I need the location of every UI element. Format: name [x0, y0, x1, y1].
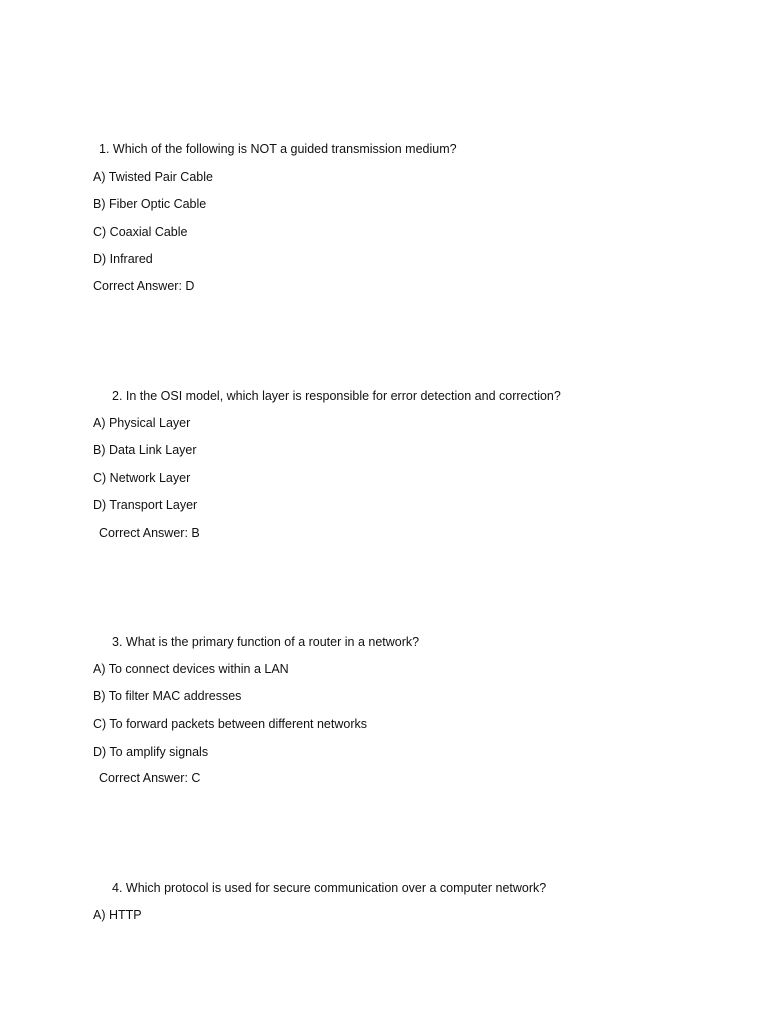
question-3-option-b: B) To filter MAC addresses [93, 689, 242, 703]
question-1-option-b: B) Fiber Optic Cable [93, 197, 207, 211]
question-3-prompt: 3. What is the primary function of a router in a network? [112, 635, 420, 649]
question-2-answer: Correct Answer: B [99, 526, 200, 540]
question-2-option-d: D) Transport Layer [93, 498, 198, 512]
question-2-option-b: B) Data Link Layer [93, 443, 197, 457]
question-1-option-a: A) Twisted Pair Cable [93, 170, 213, 184]
question-1-prompt: 1. Which of the following is NOT a guided transmission medium? [99, 142, 457, 156]
question-2-option-c: C) Network Layer [93, 471, 191, 485]
question-3-answer: Correct Answer: C [99, 771, 201, 785]
question-1-option-d: D) Infrared [93, 252, 153, 266]
question-2-prompt: 2. In the OSI model, which layer is responsible for error detection and correction? [112, 389, 561, 403]
question-3-option-a: A) To connect devices within a LAN [93, 662, 289, 676]
question-3-option-c: C) To forward packets between different networks [93, 717, 367, 731]
question-3-option-d: D) To amplify signals [93, 745, 209, 759]
question-2-option-a: A) Physical Layer [93, 416, 191, 430]
question-1-option-c: C) Coaxial Cable [93, 225, 188, 239]
question-1-answer: Correct Answer: D [93, 279, 195, 293]
question-4-prompt: 4. Which protocol is used for secure communication over a computer network? [112, 881, 547, 895]
question-4-option-a: A) HTTP [93, 908, 142, 922]
